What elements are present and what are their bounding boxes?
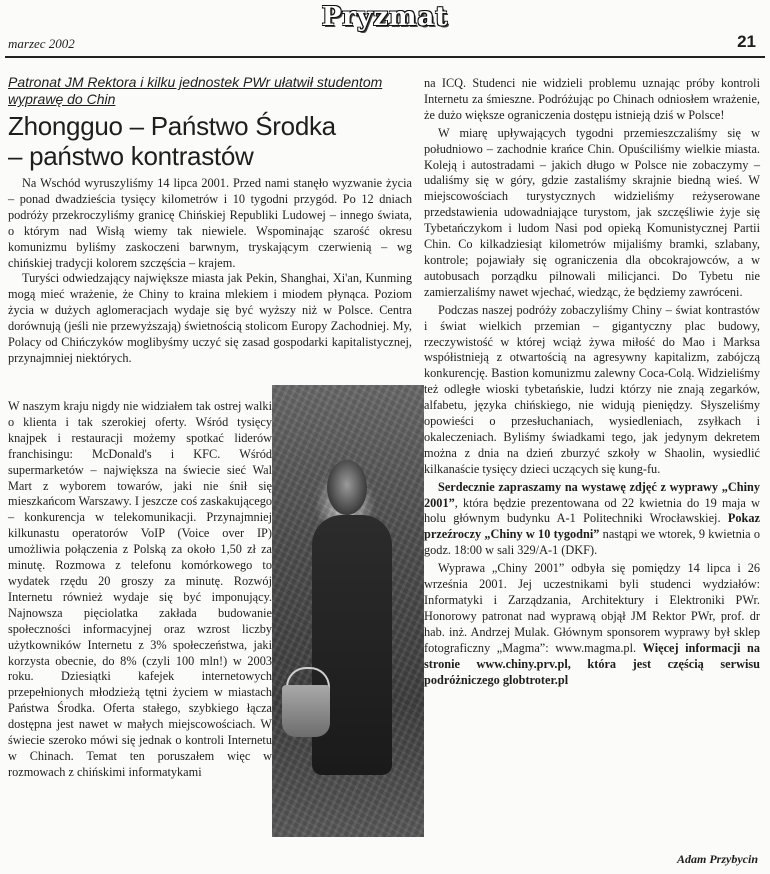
masthead: Pryzmat	[321, 2, 449, 32]
paragraph: W naszym kraju nigdy nie widziałem tak ostrej walki o klienta i tak szerokiej oferty. Wśród tysięcy knajpek i restauracji możemy spotkać liderów franchisingu: McDonald's i KFC. Wśród supermarketów – największa na świecie sieć Wal Mart z wyborem towarów, jaki nie śnił się mieszkańcom Warszawy. I jeszcze coś zaskakującego – konkurencja w telekomunikacji. Przynajmniej kilkunastu operatorów VoIP (Voice over IP) umożliwia połączenia z Polską za około 1,50 zł za minutę. Rozmowa z telefonu komórkowego to wydatek rzędu 20 groszy za minutę. Rozwój Internetu również wydaje się być imponujący. Najnowsza pięciolatka zakłada budowanie społeczności informacyjnej oraz wzrost liczby użytkowników Internetu z 3% społeczeństwa, jaki korzysta obecnie, do 8% (czyli 100 mln!) w 2003 roku. Dziesiątki kafejek internetowych przepełnionych młodzieżą tętni życiem w miastach Państwa Środka. Oferta stałego, szybkiego łącza dostępna jest nawet w małych miejscowościach. W świecie szeroko mówi się jednak o kontroli Internetu w Chinach. Temat ten poruszałem więc w rozmowach z chińskimi informatykami	[8, 399, 272, 779]
photo-face	[327, 460, 367, 515]
column-left-top	[8, 176, 412, 367]
photo-bucket	[282, 685, 330, 737]
expedition-info: Wyprawa „Chiny 2001” odbyła się pomiędzy 14 lipca i 26 września 2001. Jej uczestnikami byli studenci wydziałów: Informatyki i Zarządzania, Architektury i Elektroniki PWr. Honorowy patronat nad wyprawą objął JM Rektor PWr, prof. dr hab. inż. Andrzej Mulak. Głównym sponsorem wyprawy był sklep fotograficzny „Magma”: www.magma.pl.	[424, 561, 760, 655]
slideshow-title: Pokaz przeźroczy „Chiny w 10 tygodni”	[424, 511, 760, 542]
article-kicker: Patronat JM Rektora i kilku jednostek PWr ułatwił studentom wyprawę do Chin	[8, 74, 383, 107]
paragraph: W miarę upływających tygodni przemieszczaliśmy się w południowo – zachodnie krańce Chin. Opuściliśmy wielkie miasta. Koleją i autostradami – jakich długo w Polsce nie zobaczymy – udaliśmy się w góry, gdzie zastaliśmy skrajnie biedną wieś. W miejscowościach turystycznych widzieliśmy reżyserowane przedstawienia udowadniające turystom, jak szczęśliwie żyje się Tybetańczykom i ludom Nasi pod opieką Komunistycznej Partii Chin. Co kilkadziesiąt kilometrów mijaliśmy bramki, szlabany, kontrole; pojawiały się ograniczenia dla obcokrajowców, a w autobusach porządku pilnowali milicjanci. Do Tybetu nie zamierzaliśmy nawet wjechać, wiedząc, że będziemy zawróceni.	[424, 125, 760, 299]
paragraph: Podczas naszej podróży zobaczyliśmy Chiny – świat kontrastów i świat wielkich przemian – gigantyczny plac budowy, rzeczywistość w której wciąż żywa miłość do Mao i Marksa współistnieją z otwartością na agresywny kapitalizm, zabójczą konkurencję. Bastion komunizmu zalewny Coca-Colą. Widzieliśmy też odległe wioski tybetańskie, ludzi którzy nie znają zegarków, alfabetu, języka chińskiego, nie widują pieniędzy. Słyszeliśmy opowieści o przesłuchaniach, wysiedleniach, zsyłkach i okaleczeniach. Byliśmy świadkami tego, jak jedynym dekretem można z dnia na dzień zburzyć szkoły w Shaolin, wysiedlić kilkanaście tysięcy dzieci uczących się kung-fu.	[424, 302, 760, 476]
exhibition-details: , która będzie prezentowana od 22 kwietnia do 19 maja w holu głównym budynku A-1 Politechniki Wrocławskiej.	[424, 495, 760, 526]
paragraph: na ICQ. Studenci nie widzieli problemu uznając próby kontroli Internetu za śmieszne. Podróżując po Chinach odniosłem wrażenie, że dużo większe ograniczenia dostępu istnieją dziś w Polsce!	[424, 76, 760, 122]
photo-figure	[312, 515, 392, 775]
announcement-paragraph	[424, 480, 760, 560]
author-signature: Adam Przybycin	[677, 852, 758, 866]
paragraph: Na Wschód wyruszyliśmy 14 lipca 2001. Przed nami stanęło wyzwanie życia – ponad dwadzieścia tysięcy kilometrów i 10 tygodni przygód. Po 12 dniach podróży przekroczyliśmy granicę Chińskiej Republiki Ludowej – innego świata, o którym nad Wisłą wiemy tak niewiele. Wspominając szarość okresu komunizmu byliśmy zaskoczeni barwnym, tryskającym czerwienią – wg chińskiej tradycji kolorem szczęścia – krajem.	[8, 176, 412, 270]
headline-line-2: – państwo kontrastów	[8, 141, 254, 171]
page-number: 21	[737, 32, 756, 51]
headline-line-1: Zhongguo – Państwo Środka	[8, 111, 336, 141]
slideshow-details: nastąpi we wtorek, 9 kwietnia o godz. 18:00 w sali 329/A-1 (DKF).	[424, 527, 760, 558]
expedition-paragraph	[424, 561, 760, 688]
exhibition-invite: Serdecznie zapraszamy na wystawę zdjęć z wyprawy „Chiny 2001”	[424, 479, 760, 510]
issue-date: marzec 2002	[8, 36, 75, 51]
more-info-link: Więcej informacji na stronie www.chiny.prv.pl, która jest częścią serwisu podróżniczego globtroter.pl	[424, 640, 760, 687]
column-right	[424, 76, 760, 690]
header-rule	[5, 56, 765, 58]
column-left-bottom	[8, 399, 272, 781]
article-photo	[272, 385, 424, 837]
article-headline	[8, 111, 408, 171]
paragraph: Turyści odwiedzający największe miasta jak Pekin, Shanghai, Xi'an, Kunming mogą mieć wrażenie, że Chiny to kraina mlekiem i miodem płynąca. Poziom życia w dużych aglomeracjach wydaje się być wyższy niż w Polsce. Centra dorównują (jeśli nie przewyższają) świetnością stolicom Europy Zachodniej. My, Polacy od Chińczyków moglibyśmy uczyć się zasad gospodarki kapitalistycznej, przynajmniej niektórych.	[8, 271, 412, 365]
